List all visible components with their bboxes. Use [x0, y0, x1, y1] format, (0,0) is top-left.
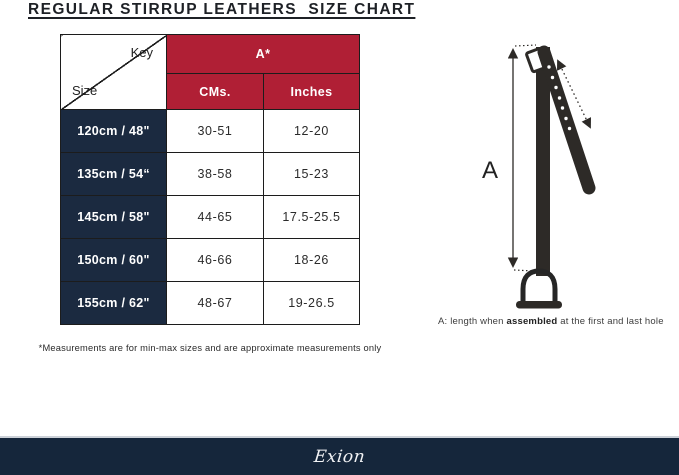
- size-cell: 155cm / 62": [61, 282, 167, 325]
- size-cell: 135cm / 54“: [61, 153, 167, 196]
- inches-value: 19-26.5: [264, 282, 360, 325]
- table-row: [61, 110, 360, 153]
- inches-value: 15-23: [264, 153, 360, 196]
- cms-value: 44-65: [167, 196, 264, 239]
- measurements-footnote: *Measurements are for min-max sizes and are approximate measurements only: [38, 343, 382, 353]
- inches-value: 17.5-25.5: [264, 196, 360, 239]
- cms-value: 38-58: [167, 153, 264, 196]
- cms-column-header: CMs.: [167, 74, 264, 110]
- caption-suffix: at the first and last hole: [557, 316, 664, 327]
- a-column-header: A*: [167, 35, 360, 74]
- stirrup-leather-diagram: [430, 28, 670, 318]
- table-row: [61, 282, 360, 325]
- cms-value: 48-67: [167, 282, 264, 325]
- caption-bold-word: assembled: [506, 316, 558, 327]
- page-title: REGULAR STIRRUP LEATHERS SIZE CHART: [28, 1, 416, 18]
- size-cell: 150cm / 60": [61, 239, 167, 282]
- table-row: [61, 153, 360, 196]
- chart-section: [28, 1, 416, 353]
- cms-value: 46-66: [167, 239, 264, 282]
- stirrup-iron: [523, 271, 555, 305]
- stirrup-tread: [516, 301, 562, 309]
- diagram-caption: [438, 316, 674, 327]
- brand-logo: Exion: [312, 446, 367, 467]
- size-cell: 120cm / 48": [61, 110, 167, 153]
- cms-value: 30-51: [167, 110, 264, 153]
- inches-column-header: Inches: [264, 74, 360, 110]
- size-label: Size: [72, 83, 98, 98]
- footer-bar: [0, 436, 679, 475]
- inches-value: 18-26: [264, 239, 360, 282]
- size-cell: 145cm / 58": [61, 196, 167, 239]
- key-label: Key: [130, 45, 153, 60]
- table-row: [61, 239, 360, 282]
- measure-label-a: A: [482, 157, 499, 184]
- key-size-diagonal-cell: [61, 35, 167, 110]
- measure-tick-top: [515, 45, 536, 46]
- size-table: [60, 34, 360, 325]
- inches-value: 12-20: [264, 110, 360, 153]
- caption-prefix: A: length when: [438, 316, 507, 327]
- table-row: [61, 196, 360, 239]
